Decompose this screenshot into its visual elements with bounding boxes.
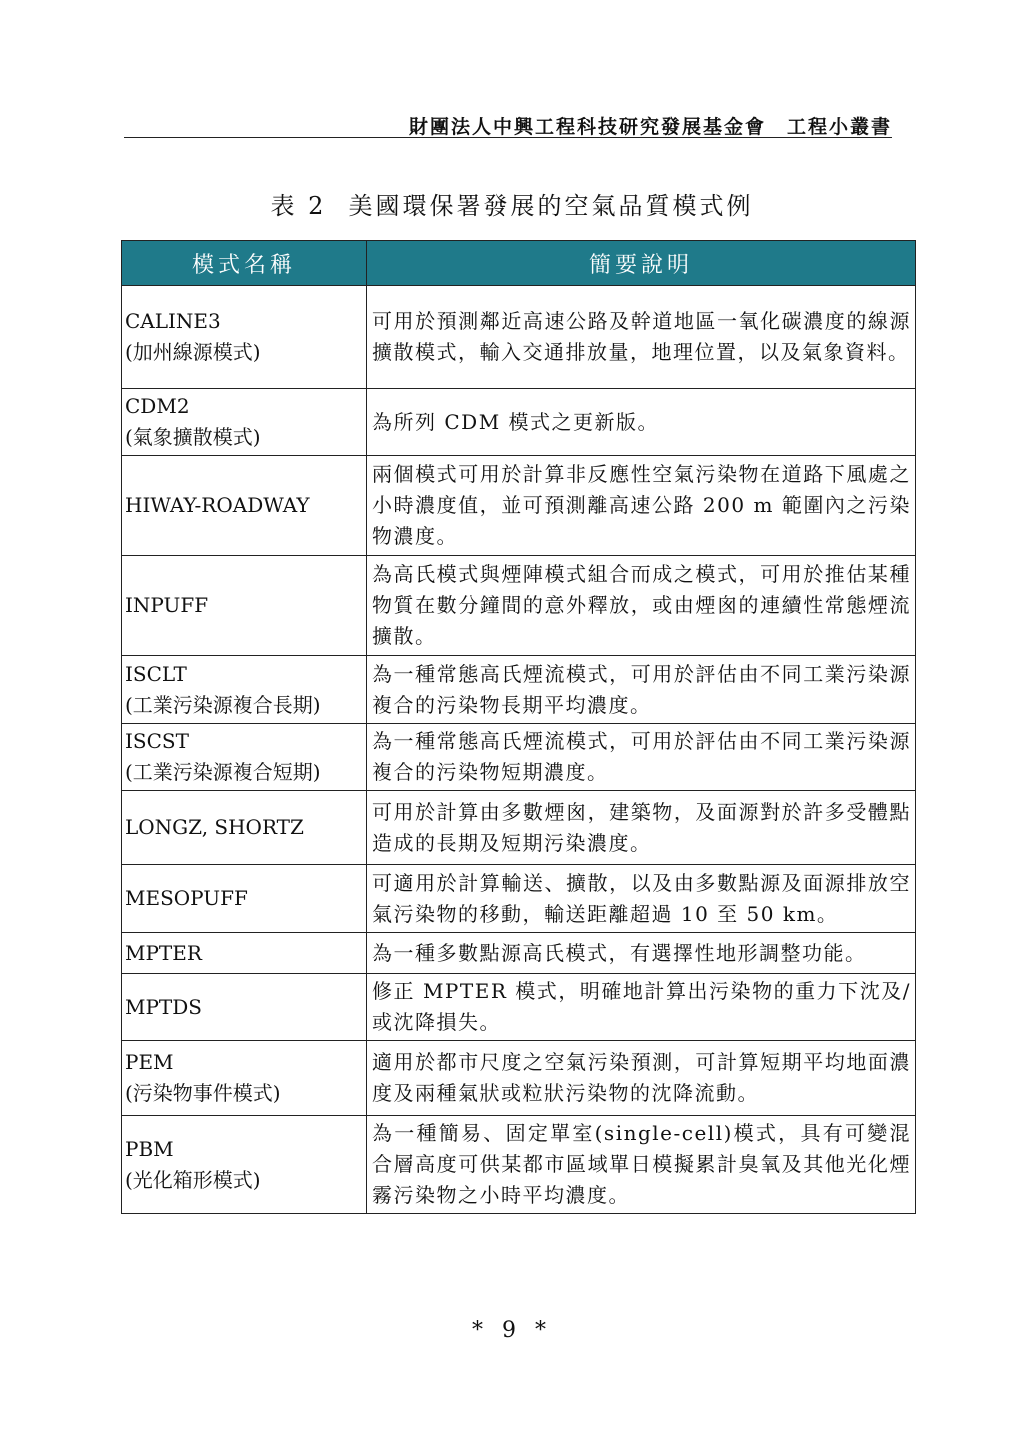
- model-name: ISCLT: [125, 661, 187, 686]
- model-name: MPTER: [125, 940, 202, 965]
- model-description: 修正 MPTER 模式，明確地計算出污染物的重力下沈及/或沈降損失。: [367, 974, 916, 1041]
- model-description: 兩個模式可用於計算非反應性空氣污染物在道路下風處之小時濃度值，並可預測離高速公路 200 m 範圍內之污染物濃度。: [367, 456, 916, 556]
- model-name-cell: [122, 456, 367, 556]
- model-name: HIWAY-ROADWAY: [125, 493, 310, 517]
- model-description: 可用於預測鄰近高速公路及幹道地區一氧化碳濃度的線源擴散模式，輸入交通排放量，地理位置，以及氣象資料。: [367, 286, 916, 389]
- model-name-note: (光化箱形模式): [125, 1167, 261, 1192]
- model-name-cell: [122, 724, 367, 791]
- model-name-cell: [122, 656, 367, 724]
- model-name-cell: [122, 286, 367, 389]
- model-name-cell: [122, 389, 367, 456]
- model-description: 可用於計算由多數煙囪，建築物，及面源對於許多受體點造成的長期及短期污染濃度。: [367, 791, 916, 865]
- table-row: [122, 656, 916, 724]
- model-name-cell: [122, 974, 367, 1041]
- table-row: [122, 974, 916, 1041]
- table-row: [122, 1041, 916, 1116]
- table-caption-title: 美國環保署發展的空氣品質模式例: [348, 192, 754, 220]
- model-description: 可適用於計算輸送、擴散，以及由多數點源及面源排放空氣污染物的移動，輸送距離超過 10 至 50 km。: [367, 865, 916, 933]
- table-row: [122, 933, 916, 974]
- model-description: 為高氏模式與煙陣模式組合而成之模式，可用於推估某種物質在數分鐘間的意外釋放，或由煙囪的連續性常態煙流擴散。: [367, 556, 916, 656]
- column-header-name: 模式名稱: [122, 241, 367, 286]
- model-name: MESOPUFF: [125, 886, 248, 910]
- table-row: [122, 389, 916, 456]
- table-caption-number: 表 2: [270, 192, 327, 220]
- model-description: 為一種常態高氏煙流模式，可用於評估由不同工業污染源複合的污染物短期濃度。: [367, 724, 916, 791]
- header-rule: [124, 137, 892, 138]
- model-name: INPUFF: [125, 593, 209, 617]
- table-row: [122, 286, 916, 389]
- model-name-cell: [122, 556, 367, 656]
- model-description: 為一種常態高氏煙流模式，可用於評估由不同工業污染源複合的污染物長期平均濃度。: [367, 656, 916, 724]
- model-name: LONGZ, SHORTZ: [125, 815, 304, 839]
- model-name-cell: [122, 865, 367, 933]
- model-description: 為所列 CDM 模式之更新版。: [367, 389, 916, 456]
- running-header: 財團法人中興工程科技研究發展基金會 工程小叢書: [408, 116, 892, 138]
- model-description: 為一種多數點源高氏模式，有選擇性地形調整功能。: [367, 933, 916, 974]
- model-name-cell: [122, 791, 367, 865]
- model-name-cell: [122, 933, 367, 974]
- table-caption: [0, 186, 1024, 221]
- table-row: [122, 791, 916, 865]
- model-name-cell: [122, 1041, 367, 1116]
- model-name-note: (氣象擴散模式): [125, 425, 261, 449]
- model-name-note: (工業污染源複合長期): [125, 692, 321, 717]
- model-name: PBM: [125, 1136, 174, 1161]
- model-name-note: (加州線源模式): [125, 340, 261, 364]
- model-description: 適用於都市尺度之空氣污染預測，可計算短期平均地面濃度及兩種氣狀或粒狀污染物的沈降流動。: [367, 1041, 916, 1116]
- model-name: ISCST: [125, 729, 189, 753]
- table-row: [122, 724, 916, 791]
- table-row: [122, 865, 916, 933]
- model-name-note: (工業污染源複合短期): [125, 760, 321, 784]
- model-name: MPTDS: [125, 994, 203, 1019]
- models-table: [121, 240, 916, 1214]
- table-header-row: [122, 241, 916, 286]
- column-header-description: 簡要說明: [367, 241, 916, 286]
- table-row: [122, 456, 916, 556]
- page-number: * 9 *: [472, 1318, 552, 1343]
- model-description: 為一種簡易、固定單室(single-cell)模式，具有可變混合層高度可供某都市區域單日模擬累計臭氧及其他光化煙霧污染物之小時平均濃度。: [367, 1116, 916, 1214]
- table-row: [122, 556, 916, 656]
- model-name: CDM2: [125, 394, 190, 418]
- model-name-cell: [122, 1116, 367, 1214]
- model-name: PEM: [125, 1050, 174, 1074]
- table-row: [122, 1116, 916, 1214]
- model-name-note: (污染物事件模式): [125, 1081, 281, 1105]
- model-name: CALINE3: [125, 309, 221, 333]
